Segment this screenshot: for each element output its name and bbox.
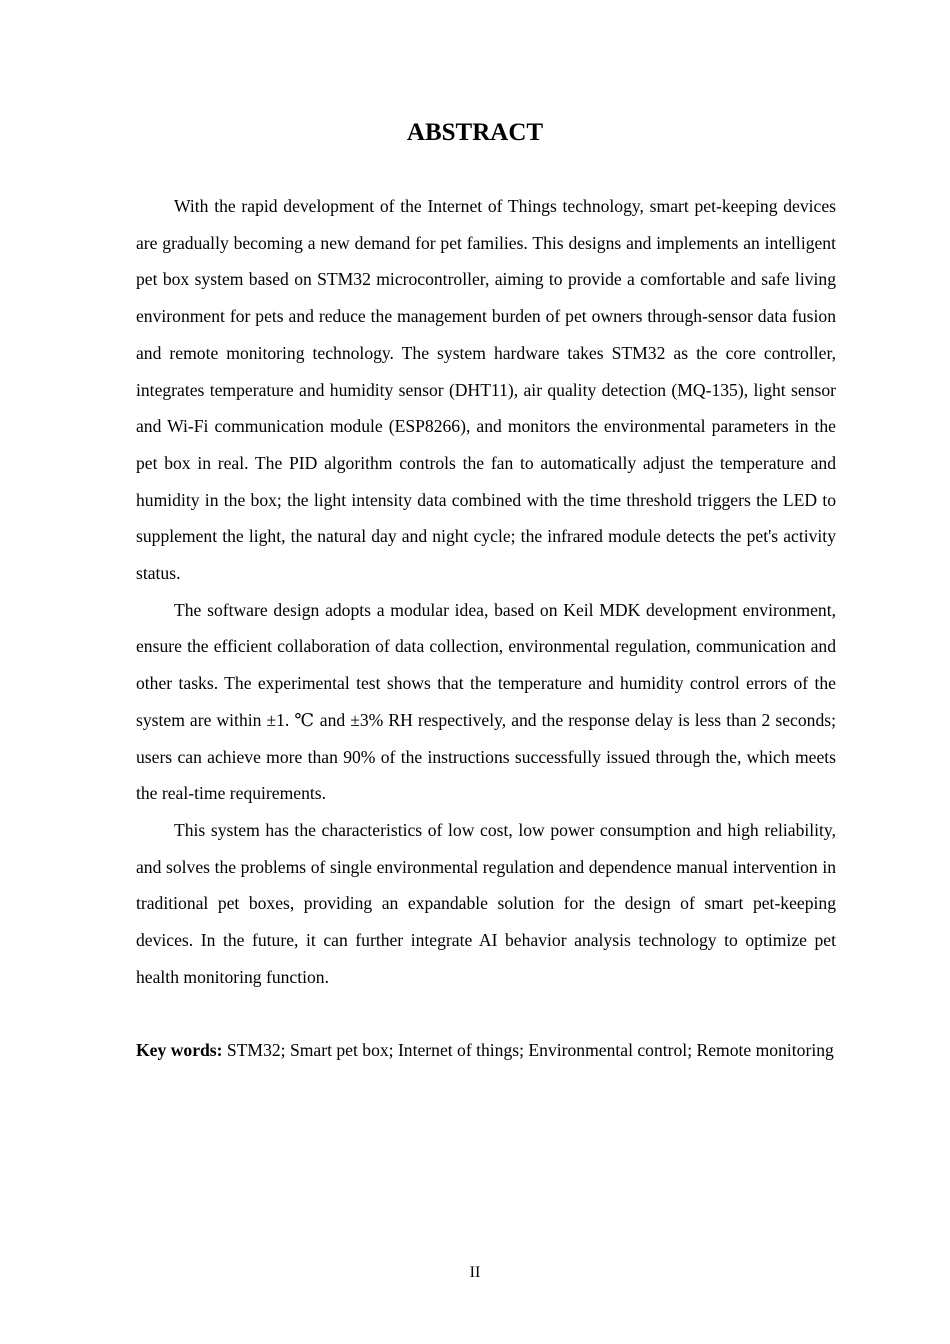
abstract-body	[136, 188, 836, 995]
keywords-label: Key words:	[136, 1040, 223, 1060]
abstract-paragraph-1: With the rapid development of the Internet of Things technology, smart pet-keeping devices are gradually becoming a new demand for pet families. This designs and implements an intelligent pet box system based on STM32 microcontroller, aiming to provide a comfortable and safe living environment for pets and reduce the management burden of pet owners through-sensor data fusion and remote monitoring technology. The system hardware takes STM32 as the core controller, integrates temperature and humidity sensor (DHT11), air quality detection (MQ-135), light sensor and Wi-Fi communication module (ESP8266), and monitors the environmental parameters in the pet box in real. The PID algorithm controls the fan to automatically adjust the temperature and humidity in the box; the light intensity data combined with the time threshold triggers the LED to supplement the light, the natural day and night cycle; the infrared module detects the pet's activity status.	[136, 196, 836, 584]
abstract-title: ABSTRACT	[406, 119, 544, 146]
keywords-text: STM32; Smart pet box; Internet of things; Environmental control; Remote monitoring	[222, 1040, 834, 1060]
page-number: II	[469, 1264, 481, 1281]
abstract-paragraph-2: The software design adopts a modular idea, based on Keil MDK development environment, ensure the efficient collaboration of data collection, environmental regulation, communication and other tasks. The experimental test shows that the temperature and humidity control errors of the system are within ±1. ℃ and ±3% RH respectively, and the response delay is less than 2 seconds; users can achieve more than 90% of the instructions successfully issued through the, which meets the real-time requirements.	[136, 599, 836, 804]
abstract-paragraph-3: This system has the characteristics of low cost, low power consumption and high reliability, and solves the problems of single environmental regulation and dependence manual intervention in traditional pet boxes, providing an expandable solution for the design of smart pet-keeping devices. In the future, it can further integrate AI behavior analysis technology to optimize pet health monitoring function.	[136, 819, 836, 987]
keywords-line	[136, 1032, 836, 1069]
